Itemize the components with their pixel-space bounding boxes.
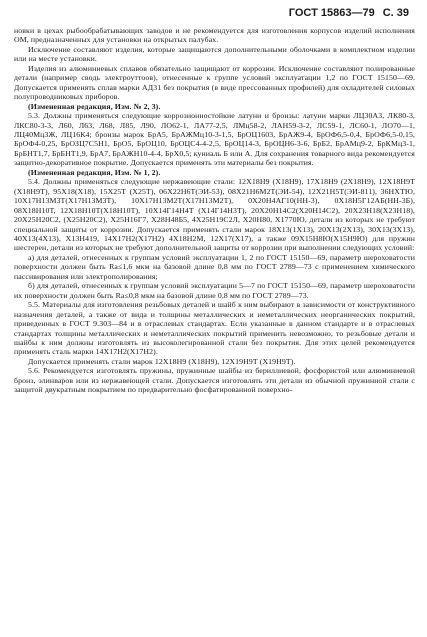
paragraph: 5.4. Должны применяться следующие нержавеющие стали: 12Х18Н9 (Х18Н9), 17Х18Н9 (2Х18Н9), 12Х18Н9Т (Х18Н9Т), 95Х18(Х18), 15Х25Т (Х25Т), 06Х22Н6Т(ЭИ-53), 08Х21Н6М2Т(ЭИ-54), 12Х21Н5Т(ЭИ-811), 36НХТЮ, 10Х17Н13М3Т(Х17Н13М3Т), 10Х17Н13М2Т(Х17Н13М2Т), 0Х20Н4АГ10(НН-3), 0Х18Н5Г12АБ(НН-3Б), 08Х18Н10Т, 12Х18Н10Т(Х18Н10Т), 10Х14Г14Н4Т (Х14Г14Н3Т), 20Х20Н14С2(Х20Н14С2), 20Х23Н18(Х23Н18), 20Х25Н20С2, (Х25Н20С2), Х25Н16Г7, Х28Н48Б5, 4Х25Н19С2Л, Х20Н80, Х1770Ю, детали из которых не требуют специальной защиты от коррозии. Допускается применять стали марок 18Х13(1Х13), 20Х13(2Х13), 30Х13(3Х13), 40Х13(4Х13), Х13Н419, 14Х17Н2(Х17Н2) 4Х18Н2М, 12Х17(Х17), а также 09Х15Н8Ю(Х15Н9Ю) для пружин шестерен, детали из которых не требуют дополнительной защиты от коррозии при выполнении следующих условий: — [14, 177, 415, 253]
paragraph: 5.3. Должны применяться следующие коррозионностойкие латуни и бронзы: латуни марки ЛЦ30А3, ЛК80-3, ЛКС80-3-3, Л60, Л63, Л68, Л85, Л90, ЛО62-1, ЛА77-2,5, ЛМц58-2, ЛАН59-3-2, ЛС59-1, ЛС60-1, ЛО70—1, ЛЦ40Мц3Ж, ЛЦ16К4; бронзы марок БрА5, БрАЖМц10-3-1,5, БрОЦ1603, БрАЖ9-4, БрОФ6,5-0,4, БрОФ6,5-0,15, БрОФ4-0,25, БрОЗЦ7С5Н1, БрО5, БрОЦ10, БрОЦС4-4-2,5, БрОЦ14-3, БрОЦН6-3-6, БрБ2, БрАМц9-2, БрКМц3-1, БрБНТ1,7, БрБНТ1,9, БрА7, БрАЖН10-4-4, БрХ0,5; куниаль Б или А. Для сохранения товарного вида рекомендуется защитно-декоративное покрытие. Допускается применять эти материалы без покрытия. — [14, 111, 415, 168]
body-text — [14, 26, 415, 395]
standard-number: ГОСТ 15863—79 — [288, 7, 375, 19]
page-header — [14, 0, 415, 26]
paragraph: 5.6. Рекомендуется изготовлять пружины, пружинные шайбы из бериллиевой, фосфористой или алюминиевой бронз, элинваров или из нержавеющей стали. Допускается изготовлять эти детали из обычной пружинной стали с защитой двукратным покрытием по предварительно фосфатированной поверхно- — [14, 366, 415, 395]
paragraph: 5.5. Материалы для изготовления резьбовых деталей и шайб к ним выбирают в зависимости от конструктивного назначения деталей, а также от вида и толщины металлических и неметаллических неорганических покрытий, приведенных в ГОСТ 9.303—84 и в отраслевых стандартах. Если указанные в данном стандарте и в отраслевых стандартах толщины металлических и неметаллических покрытий применить невозможно, то резьбовые детали и шайбы к ним должны изготовлять из высоколегированной стали без покрытия. Для этих целей рекомендуется применять сталь марки 14Х17Н2(Х17Н2). — [14, 300, 415, 357]
list-item: б) для деталей, отнесенных к группам условий эксплуатации 5—7 по ГОСТ 15150—69, параметр шероховатости их поверхности должен быть Ra≤0,8 мкм на базовой длине 0,8 мм по ГОСТ 2789—73. — [14, 281, 415, 300]
amendment-note: (Измененная редакция, Изм. № 2, 3). — [28, 101, 161, 111]
paragraph: Изделия из алюминиевых сплавов обязательно защищают от коррозии. Исключение составляют полированные детали (например сводь электроуттоов), отнесенные к группе условий эксплуатации 1,2 по ГОСТ 15150—69. Допускается применять сплав марки АД31 без покрытия (в виде прессованных профилей) для охладителей силовых полупроводниковых приборов. — [14, 63, 415, 102]
paragraph: Исключение составляют изделия, которые защищаются дополнительными оболочками в комплектном изделии или на месте установки. — [14, 44, 415, 64]
list-item: а) для деталей, отнесенных к группам условий эксплуатации 1, 2 по ГОСТ 15150—69, параметр шероховатости поверхности должен быть Ra≤1,6 мкм на базовой длине 0,8 мм по ГОСТ 2789—73 с применением химического пассивирования или электрополирования; — [14, 252, 415, 281]
paragraph: Допускается применять стали марок 12Х18Н9 (Х18Н9), 12Х19Н9Т (Х19Н9Т). — [28, 356, 296, 366]
paragraph: новки в цехах рыбообрабатывающих заводов и не рекомендуется для изготовления корпусов изделий исполнения ОМ, предназначенных для установки на открытых палубах. — [14, 26, 415, 45]
page-number: С. 39 — [382, 7, 409, 19]
amendment-note: (Измененная редакция, Изм. № 1, 2). — [28, 167, 161, 177]
